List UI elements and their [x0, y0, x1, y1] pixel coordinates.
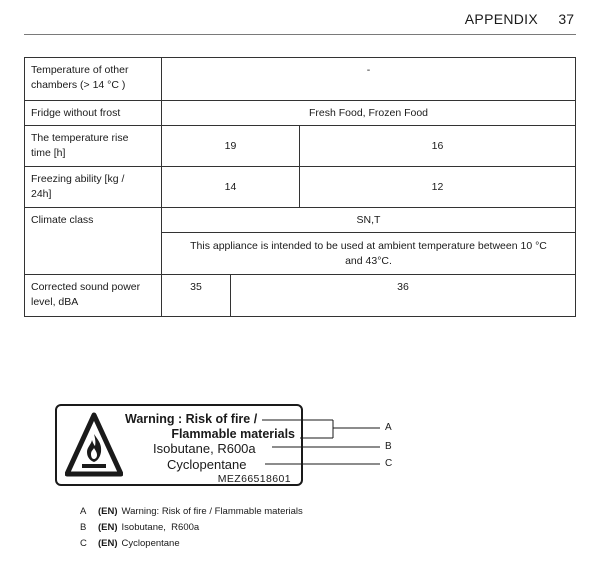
row-label: The temperature rise time [h]: [25, 126, 162, 167]
row-value-fridge: 14: [162, 167, 300, 208]
list-item: B (EN) Isobutane, R600a: [80, 522, 200, 533]
warning-title: Warning : Risk of fire /: [125, 412, 258, 426]
warning-subtitle: Flammable materials: [171, 427, 295, 441]
callout-letter-a: A: [385, 422, 392, 433]
row-value: Fresh Food, Frozen Food: [162, 101, 576, 126]
flame-warning-icon: [65, 412, 123, 478]
callout-letter-c: C: [385, 458, 393, 469]
row-label: Corrected sound power level, dBA: [25, 275, 162, 317]
row-value-fridge: 35: [162, 275, 231, 317]
row-value-fridge: 19: [162, 126, 300, 167]
row-label: Fridge without frost: [25, 101, 162, 126]
part-code: MEZ66518601: [217, 473, 291, 485]
row-value: -: [162, 58, 576, 101]
callout-letter-b: B: [385, 441, 392, 452]
row-label: Climate class: [25, 208, 162, 275]
row-value: SN,T: [162, 208, 576, 233]
list-item: C (EN) Cyclopentane: [80, 538, 180, 549]
table-row: [25, 101, 576, 126]
table-row: [25, 58, 576, 101]
legend-list: [80, 504, 303, 552]
row-value-freezer: 12: [300, 167, 576, 208]
blowing-agent-text: Cyclopentane: [167, 457, 247, 472]
row-label: Freezing ability [kg / 24h]: [25, 167, 162, 208]
page-number: 37: [558, 11, 574, 27]
page-header: [24, 0, 576, 35]
table-row: [25, 167, 576, 208]
row-value-freezer: 36: [231, 275, 576, 317]
list-item: A (EN) Warning: Risk of fire / Flammable materials: [80, 506, 303, 517]
climate-note: This appliance is intended to be used at ambient temperature between 10 °C and 43°C.: [162, 233, 576, 275]
row-value-freezer: 16: [300, 126, 576, 167]
refrigerant-text: Isobutane, R600a: [153, 441, 256, 456]
table-row: [25, 126, 576, 167]
row-label: Temperature of other chambers (> 14 °C ): [25, 58, 162, 101]
section-title: APPENDIX: [464, 11, 538, 27]
table-row: [25, 275, 576, 317]
table-row: [25, 208, 576, 233]
warning-label: [55, 404, 303, 486]
specification-table: [24, 57, 576, 317]
